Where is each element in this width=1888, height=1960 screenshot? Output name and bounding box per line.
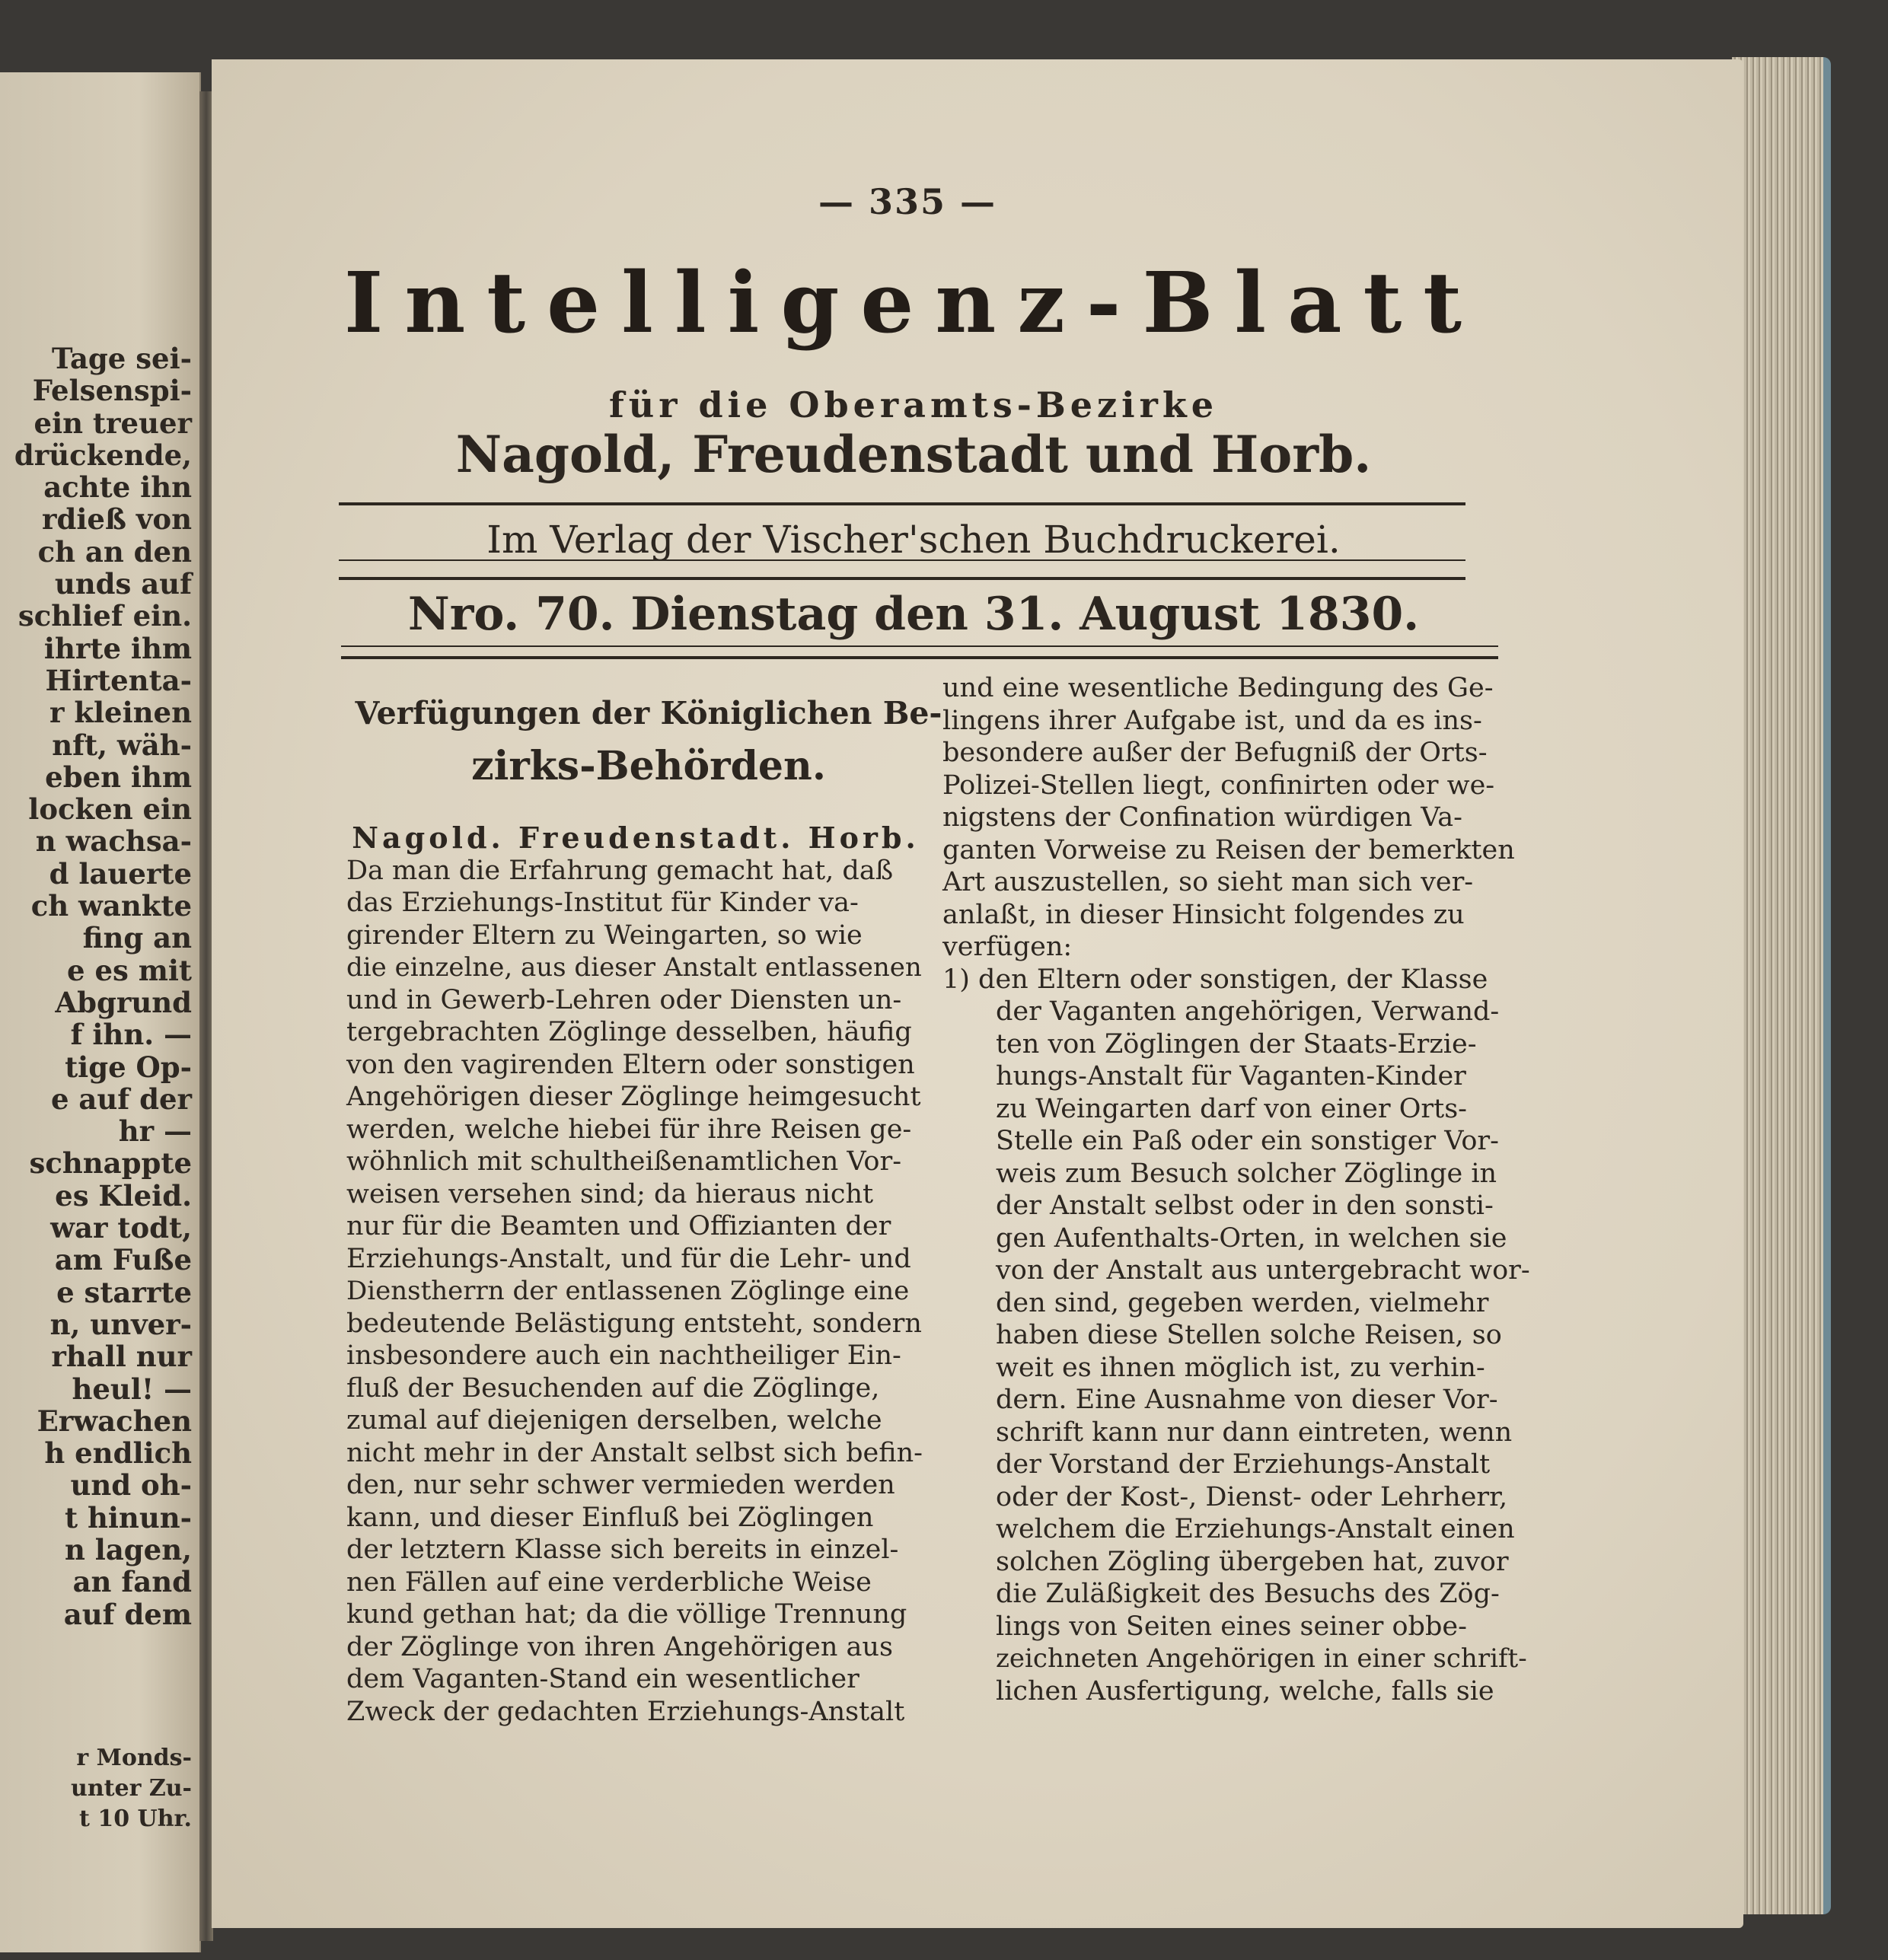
text-line: von den vagirenden Eltern oder sonstigen [346, 1049, 915, 1080]
previous-page-line: am Fuße [54, 1243, 192, 1277]
previous-page-line: locken ein [28, 792, 192, 827]
previous-page-line: nft, wäh- [52, 728, 192, 762]
previous-page-line: t hinun- [65, 1500, 192, 1535]
previous-page-line: es Kleid. [55, 1178, 192, 1213]
text-line: insbesondere auch ein nachtheiliger Ein- [346, 1340, 901, 1371]
previous-page-line: rhall nur [51, 1340, 192, 1374]
publisher-rule-upper [339, 559, 1465, 561]
page-stack-edge [1732, 57, 1831, 1914]
text-line: nen Fällen auf eine verderbliche Weise [346, 1566, 872, 1598]
previous-page-line: drückende, [14, 438, 192, 472]
previous-page-line: fing an [82, 921, 192, 955]
previous-page-line: r kleinen [49, 696, 192, 730]
article-column-left [346, 822, 925, 1728]
previous-page-line: auf dem [63, 1597, 192, 1631]
masthead-subtitle-towns: Nagold, Freudenstadt und Horb. [455, 425, 1372, 484]
previous-page-line: unds auf [54, 567, 192, 601]
text-line: der letztern Klasse sich bereits in einzel- [346, 1535, 899, 1565]
text-line: besondere außer der Befugniß der Orts- [942, 738, 1488, 768]
previous-page-line: Felsenspi- [32, 374, 192, 408]
previous-page-line: war todt, [50, 1211, 192, 1245]
masthead-rule-top [339, 502, 1465, 505]
text-line: zeichneten Angehörigen in einer schrift- [996, 1643, 1527, 1674]
text-line: die einzelne, aus dieser Anstalt entlassenen [346, 952, 922, 983]
text-line: welchem die Erziehungs-Anstalt einen [996, 1514, 1515, 1544]
text-line: dern. Eine Ausnahme von dieser Vor- [996, 1385, 1498, 1415]
text-line: und eine wesentliche Bedingung des Ge- [942, 673, 1494, 703]
previous-page-line: e es mit [67, 953, 192, 987]
text-line: kund gethan hat; da die völlige Trennung [346, 1599, 907, 1630]
previous-page-footer-line: unter Zu- [71, 1775, 192, 1802]
text-line: weis zum Besuch solcher Zöglinge in [996, 1158, 1497, 1189]
text-line: lingens ihrer Aufgabe ist, und da es ins- [942, 705, 1482, 736]
issue-rule-lower [341, 656, 1498, 659]
previous-page-line: schnappte [29, 1146, 192, 1181]
text-line: Erziehungs-Anstalt, und für die Lehr- und [346, 1243, 911, 1274]
text-line: lichen Ausfertigung, welche, falls sie [996, 1675, 1494, 1707]
text-line: wöhnlich mit schultheißenamtlichen Vor- [346, 1146, 902, 1177]
previous-page-line: ch wankte [30, 889, 192, 923]
masthead-title: Intelligenz-Blatt [343, 253, 1484, 352]
text-line: haben diese Stellen solche Reisen, so [996, 1320, 1502, 1350]
text-line: oder der Kost-, Dienst- oder Lehrherr, [996, 1481, 1508, 1512]
masthead-subtitle-districts: für die Oberamts-Bezirke [609, 384, 1218, 425]
text-line: werden, welche hiebei für ihre Reisen ge- [346, 1114, 912, 1145]
text-line: das Erziehungs-Institut für Kinder va- [346, 888, 859, 918]
text-line: Art auszustellen, so sieht man sich ver- [942, 867, 1474, 897]
text-line: der Anstalt selbst oder in den sonsti- [996, 1190, 1494, 1221]
text-line: den sind, gegeben werden, vielmehr [996, 1287, 1489, 1318]
previous-page-line: rdieß von [41, 502, 192, 537]
article-heading [352, 687, 946, 793]
text-line: Polizei-Stellen liegt, confinirten oder we- [942, 770, 1495, 801]
text-line: verfügen: [942, 932, 1073, 962]
text-line: die Zuläßigkeit des Besuchs des Zög- [996, 1579, 1500, 1609]
previous-page-line: d lauerte [49, 856, 192, 891]
text-line: lings von Seiten eines seiner obbe- [996, 1611, 1467, 1642]
previous-page-text [14, 343, 192, 1630]
text-line: und in Gewerb-Lehren oder Diensten un- [346, 984, 902, 1015]
text-line: zumal auf diejenigen derselben, welche [346, 1405, 882, 1436]
previous-page-line: eben ihm [45, 760, 192, 794]
previous-page-line: schlief ein. [18, 599, 192, 633]
previous-page-line: e auf der [51, 1082, 192, 1116]
previous-page-line: f ihn. — [70, 1018, 192, 1052]
text-line: weit es ihnen möglich ist, zu verhin- [996, 1352, 1485, 1383]
text-line: nigstens der Confination würdigen Va- [942, 802, 1462, 833]
text-line: Dienstherrn der entlassenen Zöglinge eine [346, 1276, 910, 1306]
text-line: den, nur sehr schwer vermieden werden [346, 1470, 895, 1500]
text-line: bedeutende Belästigung entsteht, sondern [346, 1308, 922, 1339]
previous-page-line: und oh- [70, 1468, 192, 1503]
previous-page-line: Hirtenta- [45, 663, 192, 697]
previous-page-footer [71, 1743, 192, 1834]
text-line: zu Weingarten darf von einer Orts- [996, 1093, 1468, 1124]
issue-line: Nro. 70. Dienstag den 31. August 1830. [407, 588, 1420, 641]
article-column-right [942, 672, 1530, 1707]
dateline-places: Nagold. Freudenstadt. Horb. [352, 821, 920, 855]
issue-rule-upper [341, 645, 1498, 647]
previous-page-line: n wachsa- [35, 824, 192, 859]
previous-page-line: e starrte [56, 1275, 192, 1309]
text-line: dem Vaganten-Stand ein wesentlicher [346, 1664, 859, 1694]
text-line: fluß der Besuchenden auf die Zöglinge, [346, 1372, 880, 1404]
text-line: nur für die Beamten und Offizianten der [346, 1211, 891, 1241]
text-line: Stelle ein Paß oder ein sonstiger Vor- [996, 1126, 1499, 1156]
previous-page-line: heul! — [72, 1372, 192, 1406]
previous-page-line: tige Op- [65, 1050, 192, 1084]
text-line: der Vaganten angehörigen, Verwand- [996, 996, 1500, 1027]
text-line: Zweck der gedachten Erziehungs-Anstalt [346, 1696, 905, 1727]
text-line: Angehörigen dieser Zöglinge heimgesucht [346, 1082, 921, 1112]
previous-page-line: achte ihn [43, 470, 192, 505]
previous-page-line: an fand [72, 1565, 192, 1599]
previous-page-line: Tage sei- [51, 342, 192, 375]
text-line: tergebrachten Zöglinge desselben, häufig [346, 1017, 912, 1047]
text-line: von der Anstalt aus untergebracht wor- [996, 1255, 1530, 1286]
previous-page-line: ein treuer [33, 406, 192, 440]
text-line: ganten Vorweise zu Reisen der bemerkten [942, 834, 1515, 865]
text-line: schrift kann nur dann eintreten, wenn [996, 1417, 1513, 1448]
publisher-rule-lower [339, 577, 1465, 580]
text-line: weisen versehen sind; da hieraus nicht [346, 1178, 874, 1209]
text-line: solchen Zögling übergeben hat, zuvor [996, 1546, 1509, 1577]
publisher-line: Im Verlag der Vischer'schen Buchdruckerei. [486, 518, 1341, 562]
text-line: nicht mehr in der Anstalt selbst sich befin- [346, 1437, 923, 1468]
article-heading-line: zirks-Behörden. [471, 743, 826, 789]
previous-page-line: n, unver- [49, 1307, 192, 1341]
text-line: anlaßt, in dieser Hinsicht folgendes zu [942, 899, 1465, 930]
previous-page-line: n lagen, [64, 1532, 192, 1566]
page-number: — 335 — [818, 181, 997, 222]
previous-page-line: h endlich [44, 1436, 192, 1471]
previous-page-edge [0, 72, 201, 1952]
previous-page-line: hr — [118, 1114, 192, 1149]
previous-page-footer-line: r Monds- [76, 1745, 192, 1771]
previous-page-line: ihrte ihm [43, 631, 192, 665]
text-line: der Vorstand der Erziehungs-Anstalt [996, 1449, 1491, 1480]
article-heading-line: Verfügungen der Königlichen Be- [355, 695, 942, 731]
text-line: Da man die Erfahrung gemacht hat, daß [346, 855, 894, 886]
previous-page-line: Erwachen [37, 1404, 192, 1438]
text-line: gen Aufenthalts-Orten, in welchen sie [996, 1222, 1507, 1254]
text-line: kann, und dieser Einfluß bei Zöglingen [346, 1502, 874, 1533]
previous-page-footer-line: t 10 Uhr. [79, 1805, 192, 1832]
previous-page-line: ch an den [37, 534, 192, 569]
text-line: ten von Zöglingen der Staats-Erzie- [996, 1028, 1477, 1060]
text-line: girender Eltern zu Weingarten, so wie [346, 919, 863, 951]
numbered-provision-start: 1) den Eltern oder sonstigen, der Klasse [942, 964, 1488, 995]
text-line: der Zöglinge von ihren Angehörigen aus [346, 1631, 893, 1662]
previous-page-line: Abgrund [55, 985, 192, 1019]
text-line: hungs-Anstalt für Vaganten-Kinder [996, 1061, 1466, 1092]
